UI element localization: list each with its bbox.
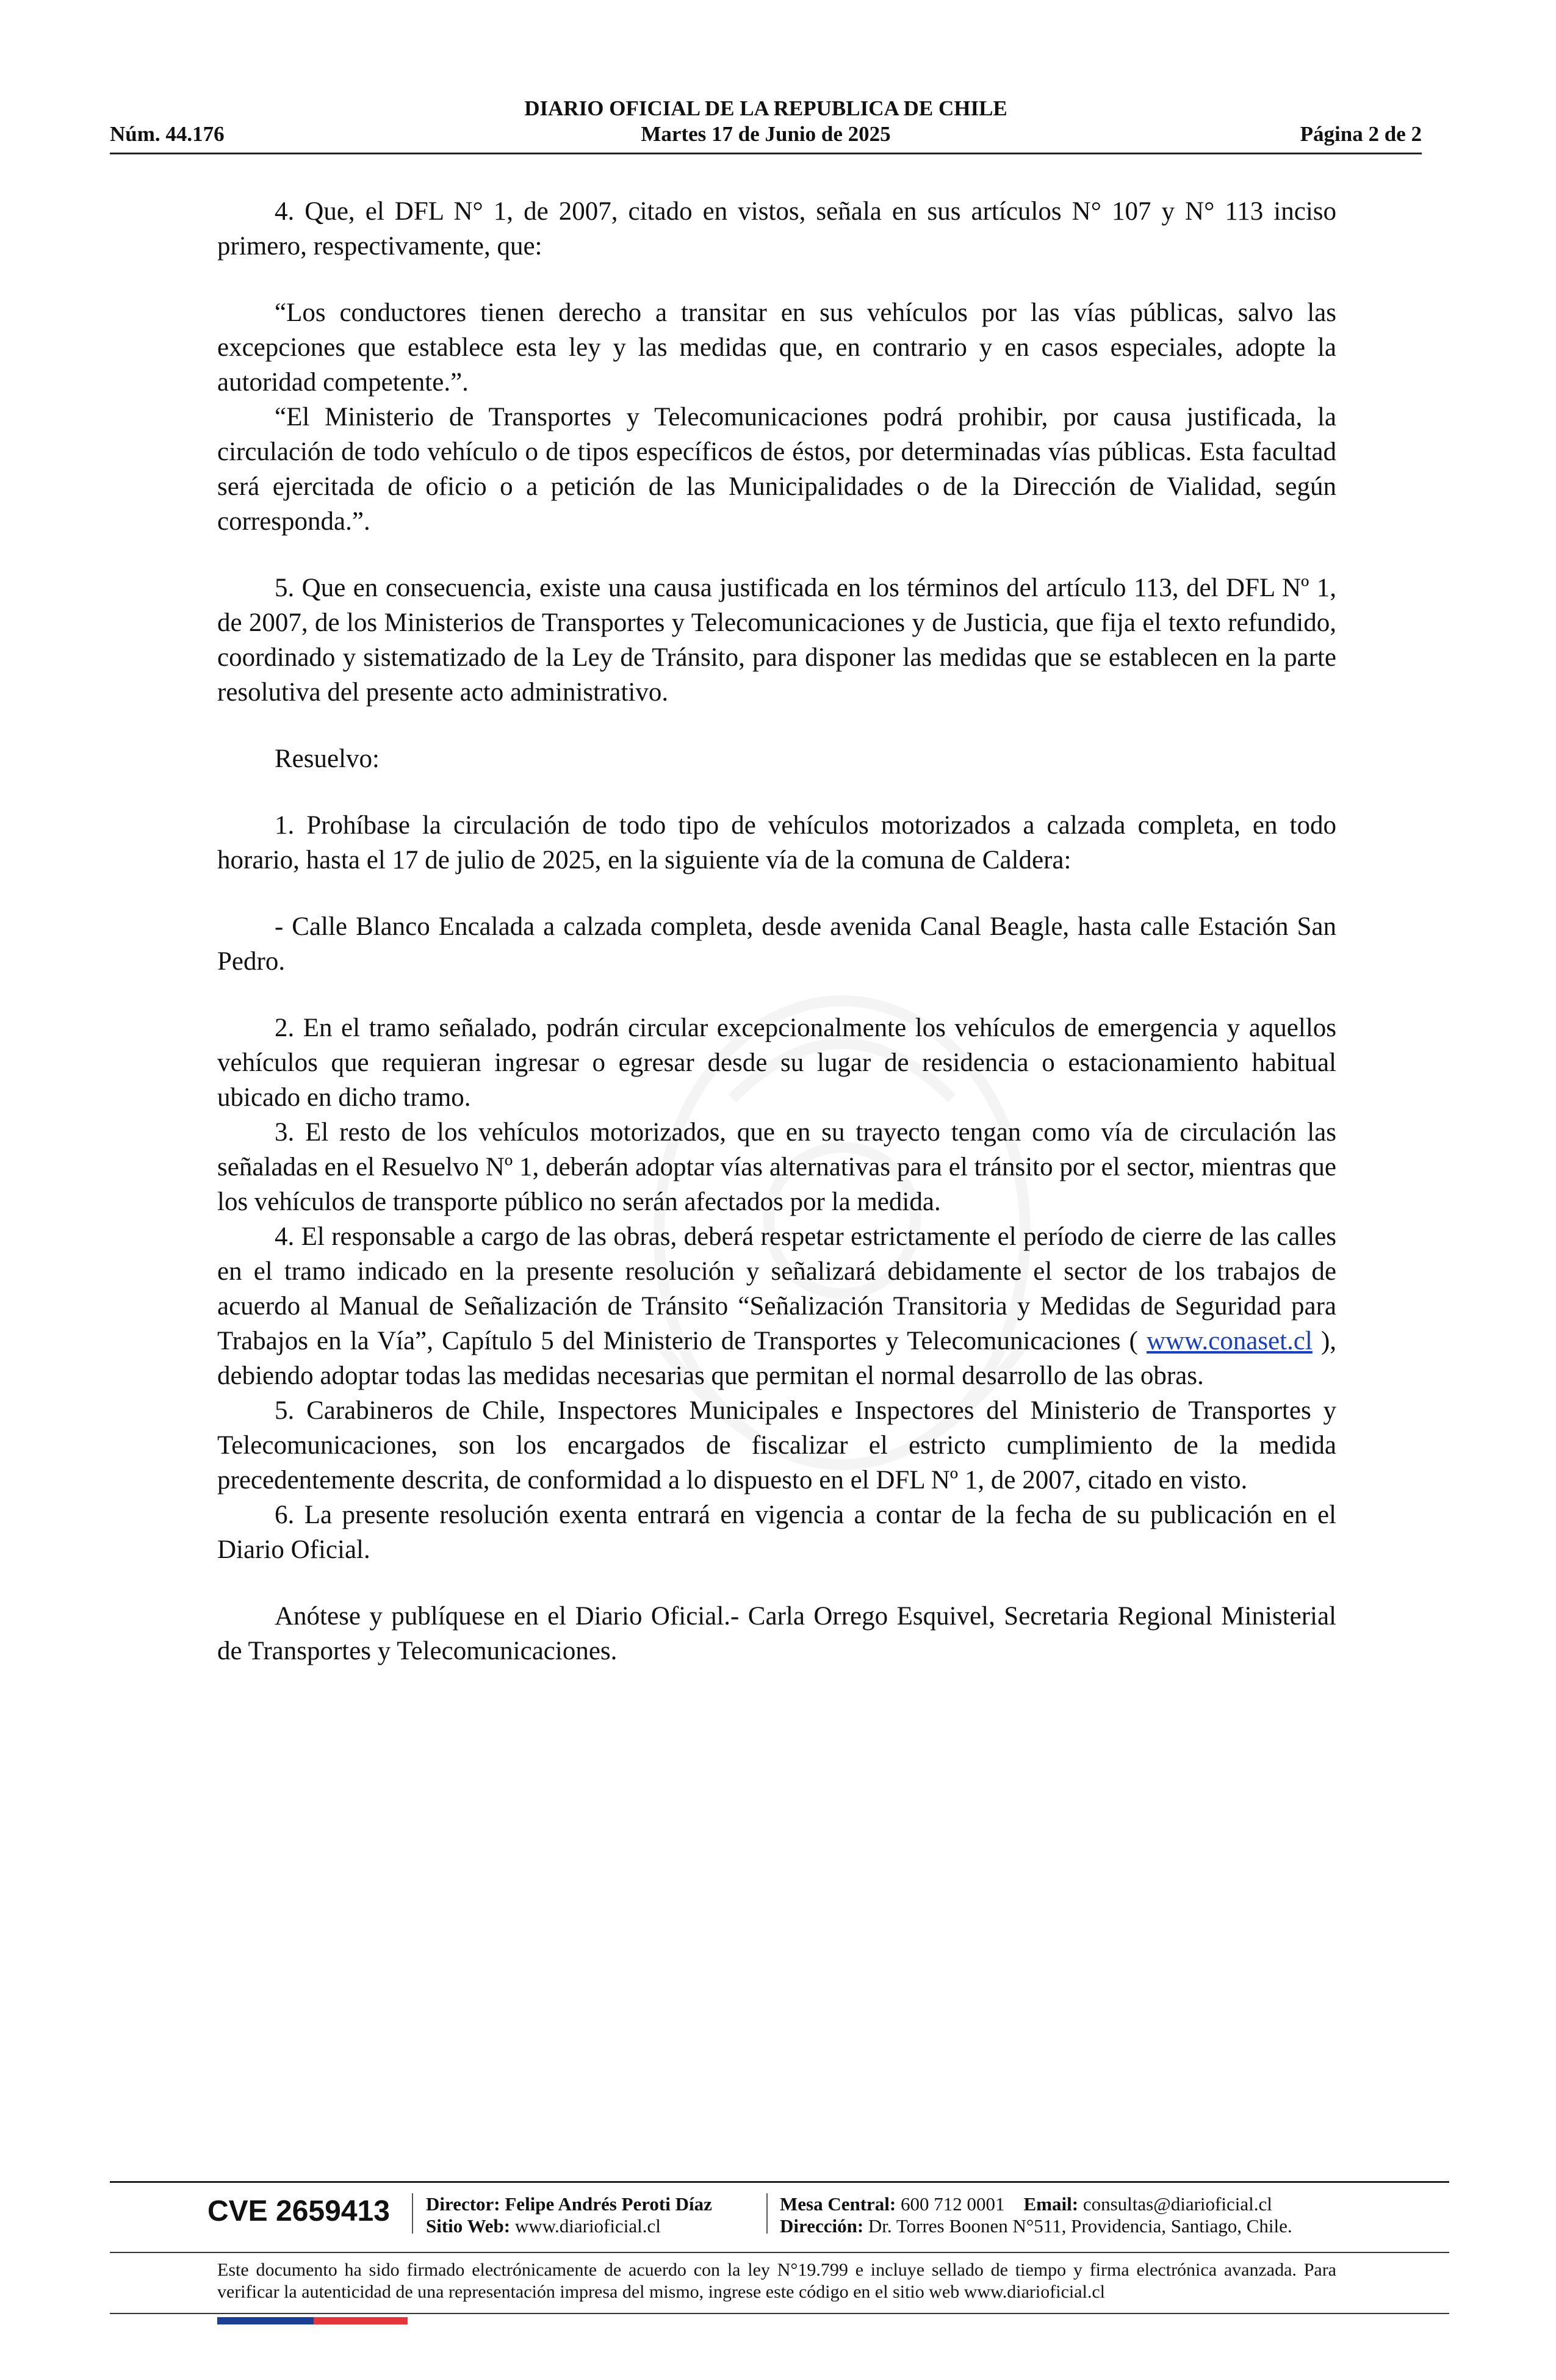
street-closure-item: - Calle Blanco Encalada a calzada completa, desde avenida Canal Beagle, hasta calle Estación San Pedro. [217,912,1336,976]
footer-bottom-divider [110,2313,1449,2314]
footer-separator [766,2193,768,2234]
footer-top-divider [110,2181,1449,2183]
footer-contact-column [780,2193,1292,2237]
item-4-text-start: 4. El responsable a cargo de las obras, deberá respetar estrictamente el período de cierre de las calles en el tramo indicado en la presente resolución y señalizará debidamente el sector de los trabajos de acuerdo al Manual de Señalización de Tránsito “Señalización Transitoria y Medidas de Seguridad para Trabajos en la Vía”, Capítulo 5 del Ministerio de Transportes y Telecomunicaciones ( [217,1222,1336,1355]
resolution-item-5: 5. Carabineros de Chile, Inspectores Municipales e Inspectores del Ministerio de Transportes y Telecomunicaciones, son los encargados de fiscalizar el estricto cumplimiento de la medida precedentemente descrita, de conformidad a lo dispuesto en el DFL Nº 1, de 2007, citado en visto. [217,1396,1336,1495]
cve-code: CVE 2659413 [207,2195,390,2227]
mesa-label: Mesa Central: [780,2193,896,2215]
page-counter: Página 2 de 2 [1300,122,1422,146]
quote-article-107: “Los conductores tienen derecho a transitar en sus vehículos por las vías públicas, salvo las excepciones que establece esta ley y las medidas que, en contrario y en casos especiales, adopte la autoridad competente.”. [217,298,1336,397]
director-name: Felipe Andrés Peroti Díaz [505,2193,712,2215]
footer-director-column [426,2193,712,2237]
director-label: Director: [426,2193,500,2215]
issue-number: Núm. 44.176 [110,122,225,146]
resolution-item-1: 1. Prohíbase la circulación de todo tipo de vehículos motorizados a calzada completa, en todo horario, hasta el 17 de julio de 2025, en la siguiente vía de la comuna de Caldera: [217,811,1336,874]
mesa-phone: 600 712 0001 [901,2193,1005,2215]
resolution-item-3: 3. El resto de los vehículos motorizados, que en su trayecto tengan como vía de circulación las señaladas en el Resuelvo Nº 1, deberán adoptar vías alternativas para el tránsito por el sector, mientras que los vehículos de transporte público no serán afectados por la medida. [217,1118,1336,1216]
site-label: Sitio Web: [426,2215,511,2237]
quote-article-113: “El Ministerio de Transportes y Telecomunicaciones podrá prohibir, por causa justificada, la circulación de todo vehículo o de tipos específicos de éstos, por determinadas vías públicas. Esta facultad será ejercitada de oficio o a petición de las Municipalidades o de la Dirección de Vialidad, según corresponda.”. [217,403,1336,536]
address-value: Dr. Torres Boonen N°511, Providencia, Santiago, Chile. [868,2215,1292,2237]
flag-stripe-red [314,2317,408,2324]
resolution-item-4 [217,1219,1336,1393]
page-header [110,96,1422,154]
address-label: Dirección: [780,2215,864,2237]
resolution-item-6: 6. La presente resolución exenta entrará en vigencia a contar de la fecha de su publicación en el Diario Oficial. [217,1501,1336,1564]
document-body [217,194,1336,1668]
email-label: Email: [1023,2193,1079,2215]
site-url[interactable]: www.diarioficial.cl [514,2215,661,2237]
footer-mid-divider [110,2252,1449,2253]
issue-date: Martes 17 de Junio de 2025 [641,122,891,146]
item-4-text-end: ), debiendo adoptar todas las medidas necesarias que permitan el normal desarrollo de las obras. [217,1327,1337,1390]
paragraph-considerando-5: 5. Que en consecuencia, existe una causa justificada en los términos del artículo 113, del DFL Nº 1, de 2007, de los Ministerios de Transportes y Telecomunicaciones y de Justicia, que fija el texto refundido, coordinado y sistematizado de la Ley de Tránsito, para disponer las medidas que se establecen en la parte resolutiva del presente acto administrativo. [217,574,1336,707]
footer-separator [412,2193,413,2234]
conaset-link[interactable]: www.conaset.cl [1147,1327,1313,1355]
resolution-item-2: 2. En el tramo señalado, podrán circular excepcionalmente los vehículos de emergencia y aquellos vehículos que requieran ingresar o egresar desde su lugar de residencia o estacionamiento habitual ubicado en dicho tramo. [217,1014,1336,1112]
closing-signature: Anótese y publíquese en el Diario Oficial.- Carla Orrego Esquivel, Secretaria Regional Ministerial de Transportes y Telecomunicaciones. [217,1602,1336,1665]
email-address[interactable]: consultas@diarioficial.cl [1082,2193,1272,2215]
resuelvo-heading: Resuelvo: [275,745,380,773]
paragraph-considerando-4: 4. Que, el DFL N° 1, de 2007, citado en vistos, señala en sus artículos N° 107 y N° 113 inciso primero, respectivamente, que: [217,197,1336,261]
flag-stripe-blue [217,2317,314,2324]
newspaper-title: DIARIO OFICIAL DE LA REPUBLICA DE CHILE [524,96,1007,120]
signature-disclaimer: Este documento ha sido firmado electrónicamente de acuerdo con la ley N°19.799 e incluye sellado de tiempo y firma electrónica avanzada. Para verificar la autenticidad de una representación impresa del mismo, ingrese este código en el sitio web www.diarioficial.cl [217,2260,1336,2302]
